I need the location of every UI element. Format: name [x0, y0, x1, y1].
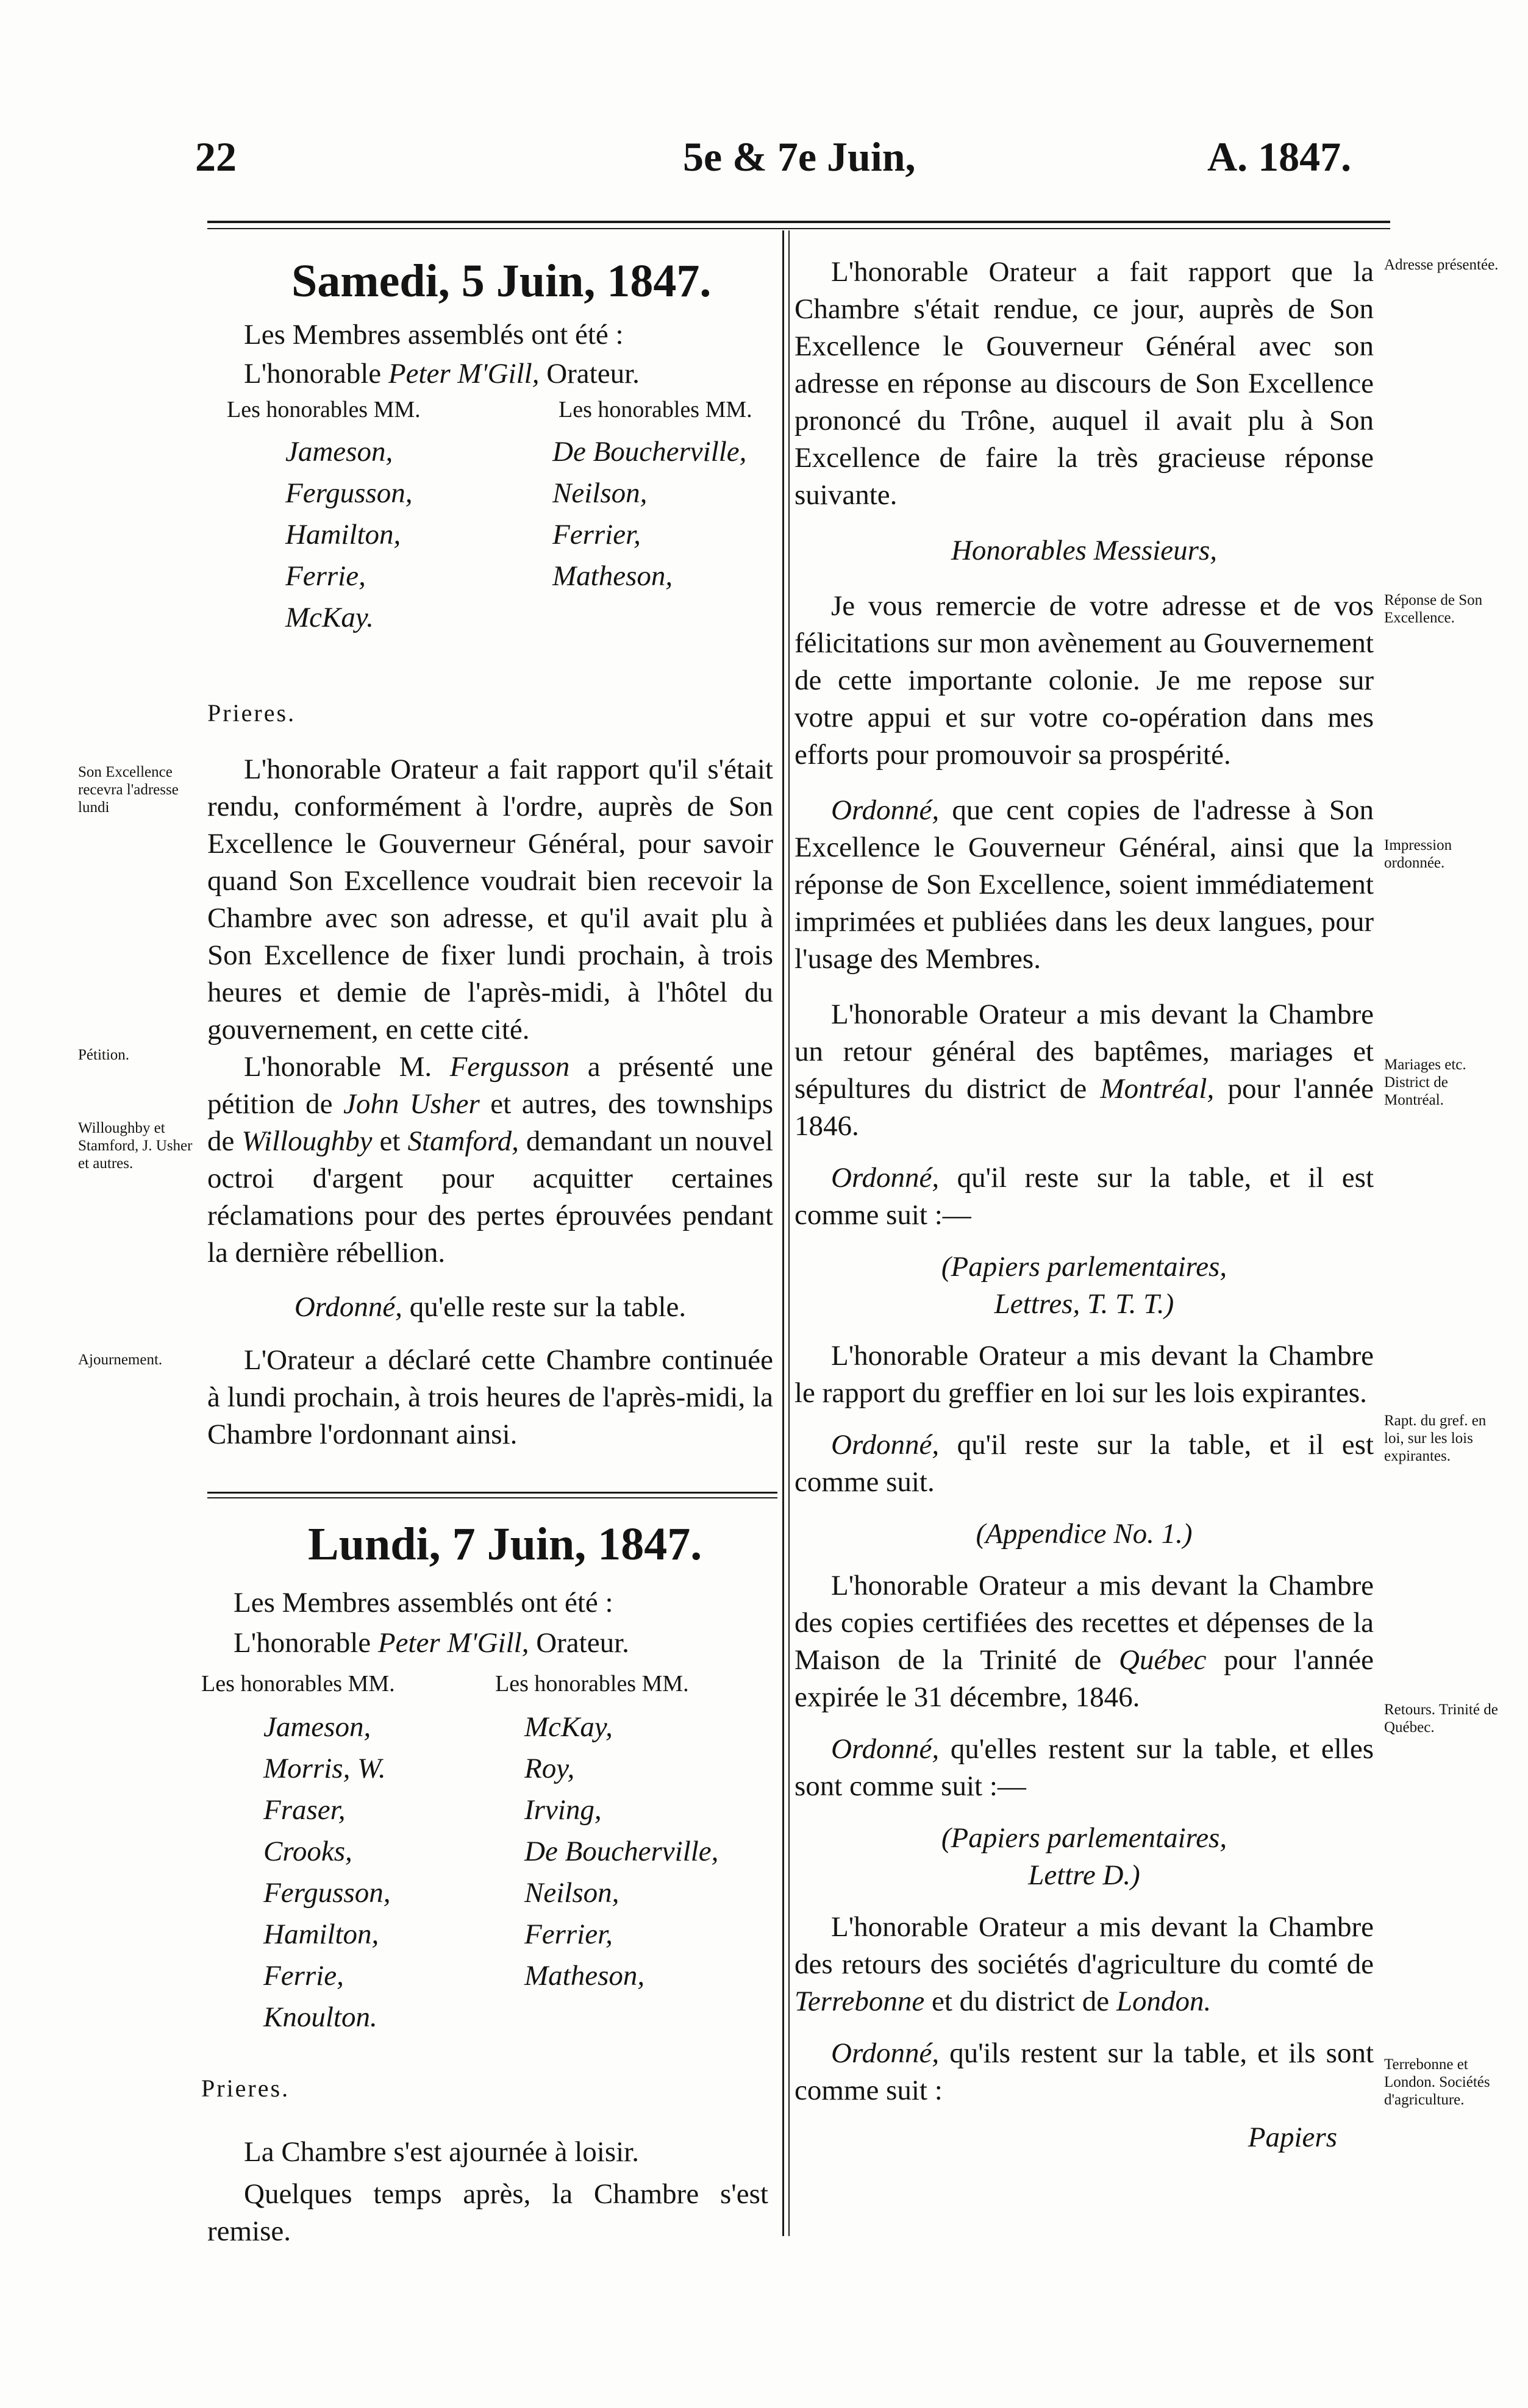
margin-note-mariages: Mariages etc. District de Montréal. — [1384, 1056, 1466, 1108]
right-paragraph-agriculture: L'honorable Orateur a mis devant la Chambre des retours des sociétés d'agriculture du comté de Terrebonne et du district de London. — [794, 1911, 1374, 2017]
samedi-col-header-1: Les honorables MM. — [227, 397, 421, 422]
section-rule-bottom — [207, 1497, 777, 1498]
margin-note-reponse: Réponse de Son Excellence. — [1384, 592, 1483, 626]
member-name: De Boucherville, — [524, 1836, 719, 1867]
member-name: Irving, — [524, 1794, 602, 1826]
member-name: Ferrie, — [263, 1960, 344, 1992]
margin-note-excellence: Son Excellence recevra l'adresse lundi — [78, 764, 179, 816]
right-reference-3a: (Papiers parlementaires, — [941, 1822, 1227, 1854]
samedi-speaker: L'honorable Peter M'Gill, Orateur. — [244, 358, 640, 390]
page-number: 22 — [195, 134, 237, 180]
member-name: Hamilton, — [263, 1918, 379, 1950]
right-reference-2: (Appendice No. 1.) — [976, 1518, 1193, 1550]
member-name: Neilson, — [524, 1877, 619, 1909]
lundi-col-header-1: Les honorables MM. — [201, 1671, 395, 1697]
lundi-body — [207, 2134, 768, 2250]
member-name: McKay, — [524, 1711, 613, 1743]
header-rule-bottom — [207, 228, 1390, 229]
right-ordered-4: Ordonné, qu'ils restent sur la table, et ils sont comme suit : — [794, 2037, 1374, 2106]
member-name: Fergusson, — [263, 1877, 391, 1909]
member-name: Fergusson, — [285, 477, 413, 509]
samedi-body — [207, 751, 773, 1453]
right-paragraph-greffier: L'honorable Orateur a mis devant la Chambre le rapport du greffier en loi sur les lois expirantes. — [794, 1340, 1374, 1409]
right-paragraph-reponse: Je vous remercie de votre adresse et de vos félicitations sur mon avènement au Gouvernement de cette importante colonie. Je me repose sur votre appui et sur votre co-opération dans mes efforts pour promouvoir sa prospérité. — [794, 590, 1374, 771]
lundi-title: Lundi, 7 Juin, 1847. — [308, 1519, 702, 1570]
right-ordered-1: Ordonné, qu'il reste sur la table, et il est comme suit :— — [794, 1162, 1374, 1231]
samedi-paragraph-report: L'honorable Orateur a fait rapport qu'il s'était rendu, conformément à l'ordre, auprès de Son Excellence le Gouverneur Général, pour savoir quand Son Excellence voudrait bien recevoir la Chambre avec son adresse, et qu'il avait plu à Son Excellence de fixer lundi prochain, à trois heures et demie de l'après-midi, à l'hôtel du gouvernement, en cette cité. — [207, 753, 773, 1045]
running-head — [195, 133, 1387, 200]
lundi-resumed: Quelques temps après, la Chambre s'est remise. — [207, 2178, 768, 2247]
member-name: Neilson, — [552, 477, 648, 509]
catchword: Papiers — [1248, 2121, 1337, 2153]
samedi-assembled: Les Membres assemblés ont été : — [244, 319, 624, 351]
lundi-col-header-2: Les honorables MM. — [495, 1671, 689, 1697]
right-salutation: Honorables Messieurs, — [951, 535, 1218, 566]
column-divider-2 — [788, 230, 790, 2236]
samedi-title: Samedi, 5 Juin, 1847. — [291, 255, 712, 307]
member-name: Hamilton, — [285, 519, 401, 550]
member-name: Matheson, — [524, 1960, 645, 1992]
member-name: McKay. — [285, 602, 374, 633]
header-dates: 5e & 7e Juin, — [683, 134, 916, 180]
right-paragraph-trinite: L'honorable Orateur a mis devant la Chambre des copies certifiées des recettes et dépenses de la Maison de la Trinité de Québec pour l'année expirée le 31 décembre, 1846. — [794, 1570, 1374, 1713]
member-name: Ferrier, — [552, 519, 641, 550]
right-paragraph-mariages: L'honorable Orateur a mis devant la Chambre un retour général des baptêmes, mariages et sépultures du district de Montréal, pour l'année 1846. — [794, 999, 1374, 1142]
margin-note-impression: Impression ordonnée. — [1384, 837, 1452, 871]
margin-note-agriculture: Terrebonne et London. Sociétés d'agriculture. — [1384, 2056, 1490, 2108]
member-name: Jameson, — [285, 436, 393, 468]
margin-note-willoughby: Willoughby et Stamford, J. Usher et autres. — [78, 1120, 193, 1172]
samedi-col-header-2: Les honorables MM. — [559, 397, 752, 422]
margin-note-trinite: Retours. Trinité de Québec. — [1384, 1701, 1498, 1736]
lundi-adjourned: La Chambre s'est ajournée à loisir. — [244, 2136, 639, 2168]
member-name: Knoulton. — [263, 2001, 377, 2033]
member-name: Ferrie, — [285, 560, 366, 592]
right-paragraph-adresse: L'honorable Orateur a fait rapport que la Chambre s'était rendue, ce jour, auprès de Son Excellence le Gouverneur Général avec son adresse en réponse au discours de Son Excellence prononcé du Trône, auquel il avait plu à Son Excellence de faire la très gracieuse réponse suivante. — [794, 256, 1374, 511]
margin-note-greffier: Rapt. du gref. en loi, sur les lois expirantes. — [1384, 1412, 1487, 1464]
right-column-body — [794, 254, 1374, 2156]
margin-note-ajournement: Ajournement. — [78, 1352, 163, 1368]
right-reference-1b: Lettres, T. T. T.) — [994, 1288, 1174, 1320]
lundi-prieres: Prieres. — [201, 2075, 290, 2102]
right-reference-3b: Lettre D.) — [1028, 1859, 1140, 1891]
right-ordered-2: Ordonné, qu'il reste sur la table, et il est comme suit. — [794, 1429, 1374, 1498]
lundi-speaker: L'honorable Peter M'Gill, Orateur. — [234, 1627, 629, 1659]
column-divider-1 — [782, 230, 784, 2236]
margin-note-petition: Pétition. — [78, 1047, 130, 1063]
right-ordered-3: Ordonné, qu'elles restent sur la table, et elles sont comme suit :— — [794, 1733, 1374, 1802]
samedi-paragraph-petition: L'honorable M. Fergusson a présenté une pétition de John Usher et autres, des townships de Willoughby et Stamford, demandant un nouvel octroi d'argent pour acquitter certaines réclamations pour des pertes éprouvées pendant la dernière rébellion. — [207, 1051, 774, 1269]
header-rule-top — [207, 221, 1390, 223]
member-name: Roy, — [524, 1753, 575, 1784]
member-name: Ferrier, — [524, 1918, 613, 1950]
samedi-paragraph-adjournment: L'Orateur a déclaré cette Chambre continuée à lundi prochain, à trois heures de l'après-midi, la Chambre l'ordonnant ainsi. — [207, 1344, 773, 1450]
member-name: De Boucherville, — [552, 436, 747, 468]
member-name: Jameson, — [263, 1711, 371, 1743]
samedi-ordered: Ordonné, qu'elle reste sur la table. — [294, 1291, 687, 1323]
member-name: Matheson, — [552, 560, 673, 592]
samedi-prieres: Prieres. — [207, 699, 296, 727]
lundi-assembled: Les Membres assemblés ont été : — [234, 1587, 613, 1619]
section-rule-top — [207, 1492, 777, 1494]
member-name: Morris, W. — [263, 1753, 386, 1784]
member-name: Fraser, — [263, 1794, 346, 1826]
member-name: Crooks, — [263, 1836, 352, 1867]
right-paragraph-impression: Ordonné, que cent copies de l'adresse à Son Excellence le Gouverneur Général, ainsi que la réponse de Son Excellence, soient immédiatement imprimées et publiées dans les deux langues, pour l'usage des Membres. — [794, 794, 1374, 975]
margin-note-adresse: Adresse présentée. — [1384, 257, 1499, 273]
right-reference-1a: (Papiers parlementaires, — [941, 1251, 1227, 1283]
header-year: A. 1847. — [1207, 134, 1352, 180]
